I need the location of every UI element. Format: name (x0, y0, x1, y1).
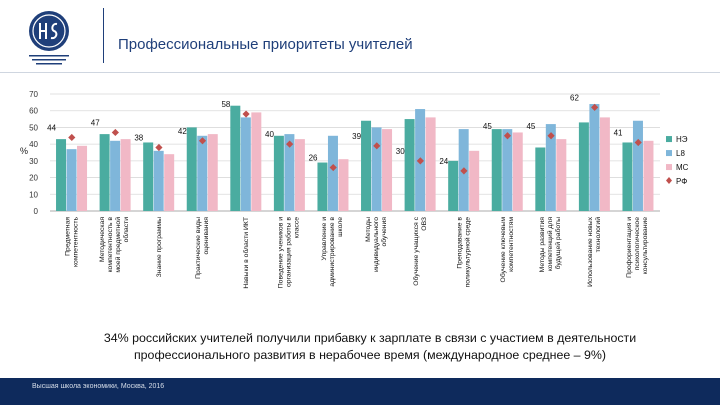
bar (469, 151, 479, 211)
bar (361, 121, 371, 211)
category-label: Преподавание вполикультурной среде (456, 217, 472, 288)
data-label: 42 (177, 126, 187, 136)
category-label: Поведение учеников иорганизация работы вклассе (277, 217, 301, 289)
category-label: Методическаякомпетентность вмоей предметнойобласти (98, 217, 130, 273)
bar (535, 147, 545, 211)
bar (317, 163, 327, 211)
bar (589, 104, 599, 211)
legend-label: НЭ (676, 135, 688, 145)
marker-point (242, 110, 249, 117)
data-label: 38 (134, 133, 144, 143)
category-label: Знание программы (155, 217, 163, 278)
data-label: 45 (526, 121, 536, 131)
bar (56, 139, 66, 211)
y-tick-label: 0 (33, 207, 38, 216)
bar (110, 141, 120, 211)
category-label: Обучение учащихся сОВЗ (412, 217, 428, 286)
bar (579, 122, 589, 211)
header-divider (103, 8, 104, 63)
bar (154, 151, 164, 211)
data-label: 62 (570, 93, 579, 103)
bar (633, 121, 643, 211)
bar (187, 127, 197, 211)
bar (197, 136, 207, 211)
y-tick-label: 60 (29, 106, 38, 116)
bar (143, 142, 153, 211)
legend-swatch (666, 136, 672, 142)
footer-text: Высшая школа экономики, Москва, 2016 (32, 383, 165, 390)
bar (274, 136, 284, 211)
bar (208, 134, 218, 211)
y-tick-label: 50 (29, 123, 38, 133)
legend-label: L8 (676, 149, 685, 159)
bar (100, 134, 110, 211)
bar (448, 161, 458, 211)
bar (556, 139, 566, 211)
data-label: 58 (221, 100, 231, 110)
legend-label: МС (676, 163, 689, 173)
y-tick-label: 40 (29, 140, 38, 150)
data-label: 41 (613, 128, 623, 138)
category-label: Использование новыхтехнологий (587, 217, 603, 287)
category-label: Навыки в области ИКТ (243, 217, 251, 289)
legend-swatch (666, 164, 672, 170)
bar (77, 146, 87, 211)
category-label: Управление иадминистрирование вшколе (321, 217, 345, 287)
bar (513, 132, 523, 211)
data-label: 45 (482, 121, 492, 131)
y-tick-label: 70 (29, 90, 38, 99)
bar (600, 117, 610, 211)
data-label: 47 (90, 118, 100, 128)
legend-marker (666, 177, 672, 184)
y-tick-label: 10 (29, 190, 38, 200)
legend-swatch (666, 150, 672, 156)
bar (295, 139, 305, 211)
bar (622, 142, 632, 211)
bar (67, 149, 77, 211)
legend-label: РФ (676, 177, 688, 187)
category-label: Методы развитиякомпетенций длябудущей работы (539, 217, 563, 273)
bar (251, 112, 261, 211)
category-label: Профориентация ипсихологическоеконсультирование (626, 217, 650, 278)
bar (643, 141, 653, 211)
marker-point (68, 134, 75, 141)
category-label: Обучение ключевымкомпетентностям (500, 217, 515, 283)
marker-point (112, 129, 119, 136)
bar (230, 106, 240, 211)
bar (121, 139, 131, 211)
footer (0, 378, 720, 405)
bar (164, 154, 174, 211)
data-label: 24 (439, 156, 449, 166)
bar (328, 136, 338, 211)
bar (502, 129, 512, 211)
page-title: Профессиональные приоритеты учителей (118, 36, 413, 53)
data-label: 39 (352, 131, 362, 141)
bar (372, 127, 382, 211)
y-tick-label: 20 (29, 173, 38, 183)
category-label: Методыиндивидуальногообучения (364, 217, 388, 272)
footnote: 34% российских учителей получили прибавку к зарплате в связи с участием в деятельности профессионального развития в нерабочее время (международное среднее – 9%) (103, 331, 637, 362)
category-label: Предметнаякомпетентность (64, 217, 80, 268)
header (0, 0, 720, 72)
header-rule (0, 72, 720, 73)
y-tick-label: 30 (29, 156, 38, 166)
y-axis-label: % (20, 146, 29, 157)
data-label: 44 (47, 123, 57, 133)
bar (426, 117, 436, 211)
bar (492, 129, 502, 211)
bar (382, 129, 392, 211)
data-label: 30 (395, 146, 405, 156)
bar (338, 159, 348, 211)
data-label: 26 (308, 153, 318, 163)
marker-point (155, 144, 162, 151)
bar (241, 117, 251, 211)
priorities-chart (0, 78, 720, 328)
category-label: Практические видыоценивания (195, 217, 210, 279)
bar (405, 119, 415, 211)
data-label: 40 (265, 130, 274, 140)
hse-logo-icon (20, 7, 78, 67)
